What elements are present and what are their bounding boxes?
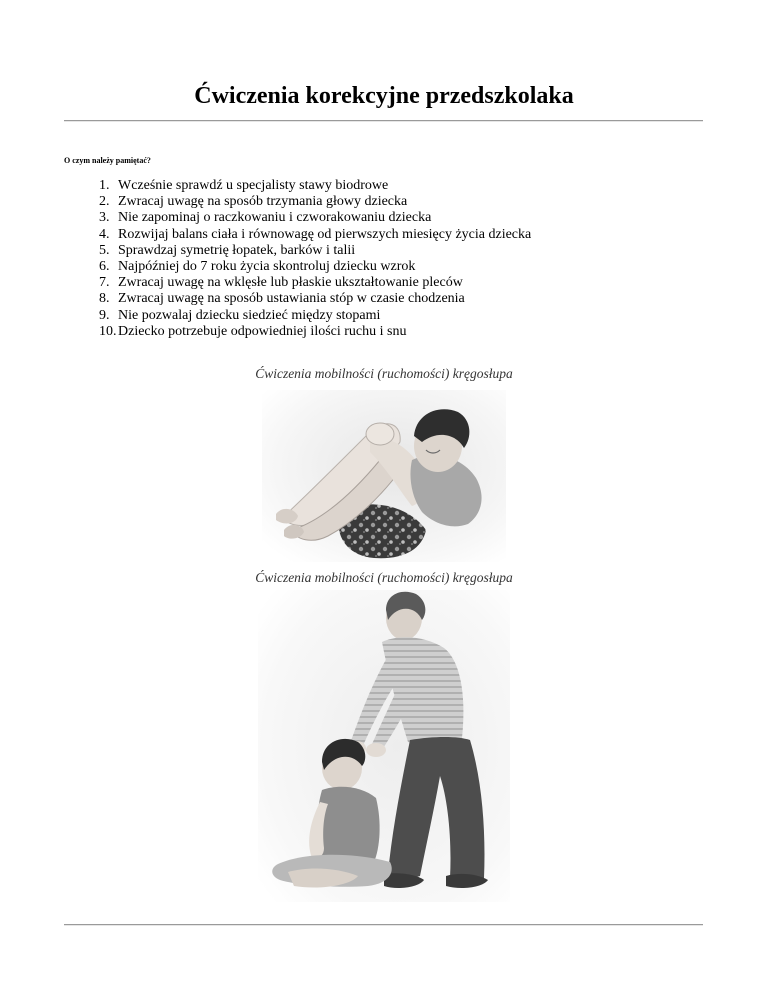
list-item-text: Zwracaj uwagę na wklęsłe lub płaskie ukształtowanie pleców — [118, 275, 463, 291]
list-item-text: Dziecko potrzebuje odpowiedniej ilości ruchu i snu — [118, 323, 407, 339]
list-item — [99, 194, 531, 210]
list-item-text: Nie pozwalaj dziecku siedzieć między stopami — [118, 307, 381, 323]
list-item-number: 7. — [99, 275, 110, 291]
list-item — [99, 275, 531, 291]
list-item-text: Sprawdzaj symetrię łopatek, barków i talii — [118, 242, 356, 258]
list-item — [99, 291, 531, 307]
list-item-number: 4. — [99, 226, 110, 242]
photo-caption-2: Ćwiczenia mobilności (ruchomości) kręgosłupa — [255, 570, 513, 585]
list-item-number: 2. — [99, 194, 110, 210]
list-item-number: 6. — [99, 259, 110, 275]
top-divider — [64, 120, 703, 122]
photo-caption-1: Ćwiczenia mobilności (ruchomości) kręgosłupa — [255, 366, 513, 381]
list-item-text: Zwracaj uwagę na sposób ustawiania stóp w czasie chodzenia — [118, 291, 465, 307]
list-item-text: Wcześnie sprawdź u specjalisty stawy biodrowe — [118, 178, 389, 193]
tips-list — [99, 178, 532, 340]
list-item — [99, 178, 531, 194]
list-item — [99, 323, 531, 340]
list-item-text: Najpóźniej do 7 roku życia skontroluj dziecku wzrok — [118, 259, 416, 275]
list-item-text: Rozwijaj balans ciała i równowagę od pierwszych miesięcy życia dziecka — [118, 226, 532, 242]
list-item-number: 1. — [99, 178, 110, 193]
list-item — [99, 259, 531, 275]
adult-assisting-seated-child-photo — [258, 590, 510, 902]
intro-heading: O czym należy pamiętać? — [64, 156, 151, 165]
list-item-number: 8. — [99, 291, 110, 307]
page-title: Ćwiczenia korekcyjne przedszkolaka — [194, 83, 574, 109]
list-item-number: 9. — [99, 307, 110, 323]
list-item-number: 10. — [99, 323, 117, 339]
list-item-text: Nie zapominaj o raczkowaniu i czworakowaniu dziecka — [118, 210, 432, 226]
list-item — [99, 242, 531, 259]
list-item-text: Zwracaj uwagę na sposób trzymania głowy dziecka — [118, 194, 408, 210]
list-item-number: 3. — [99, 210, 110, 226]
child-hugging-knees-photo — [262, 390, 506, 562]
list-item-number: 5. — [99, 242, 110, 258]
bottom-divider — [64, 924, 703, 926]
list-item — [99, 226, 532, 243]
list-item — [99, 210, 531, 226]
list-item — [99, 307, 531, 324]
